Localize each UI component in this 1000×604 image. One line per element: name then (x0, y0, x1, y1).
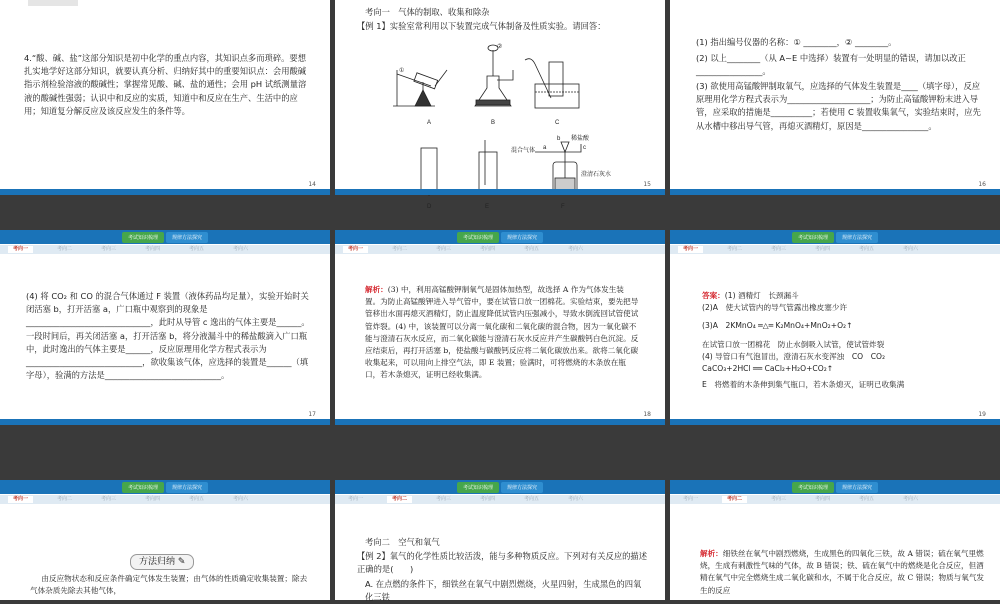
method-badge-label: 方法归纳 (139, 557, 176, 567)
tab-6[interactable]: 考向六 (568, 496, 584, 502)
label-n2: ② (497, 44, 503, 50)
tab-3[interactable]: 考向三 (771, 246, 787, 252)
bottom-bar (670, 419, 1000, 425)
analysis-body: 细铁丝在氧气中剧烈燃烧，生成黑色的四氧化三铁，故 A 错误；硫在氧气里燃烧，生成有刺激性气味的气体，故 B 错误；铁、硫在氧气中的燃烧是化合反应，但酒精在氧气中完全燃烧生成二氧化碳和水，不属于化合反应，故 C 错误；物质与氧气发生的反应 (700, 549, 985, 595)
example-text: 【例 2】氧气的化学性质比较活泼，能与多种物质反应。下列对有关反应的描述正确的是( ) (357, 551, 648, 575)
tab-1[interactable]: 考向一 (8, 496, 33, 503)
example-text: 【例 1】实验室常利用以下装置完成气体制备及性质实验。请回答： (357, 21, 606, 31)
answer-line-1: (1) 酒精灯 长颈漏斗 (724, 291, 799, 300)
tab-row (0, 495, 330, 504)
answer-line-4: 在试管口放一团棉花 防止水倒吸入试管，使试管炸裂 (702, 339, 885, 349)
tab-5[interactable]: 考向五 (859, 496, 875, 502)
bottom-bar (0, 189, 330, 195)
label-f: F (561, 204, 565, 210)
label-lime: 澄清石灰水 (581, 172, 612, 178)
label-hcl: 稀盐酸 (571, 136, 590, 142)
analysis-text (365, 284, 639, 382)
page-number: 14 (308, 181, 316, 188)
answer-line-3: (3)A 2KMnO₄ ═△═ K₂MnO₄+MnO₂+O₂↑ (702, 321, 853, 331)
tab-2[interactable]: 考向二 (392, 246, 408, 252)
slide-21[interactable] (335, 480, 665, 603)
label-va: a (543, 145, 547, 151)
tab-5[interactable]: 考向五 (524, 496, 540, 502)
slide-15[interactable] (335, 0, 665, 210)
tab-3[interactable]: 考向三 (101, 496, 117, 502)
apparatus-a (393, 70, 447, 106)
apparatus-e (479, 140, 497, 192)
tab-5[interactable]: 考向五 (189, 246, 205, 252)
tab-4[interactable]: 考向四 (815, 246, 831, 252)
tab-4[interactable]: 考向四 (145, 246, 161, 252)
tab-1[interactable]: 考向一 (8, 246, 33, 253)
tab-6[interactable]: 考向六 (233, 246, 249, 252)
tab-3[interactable]: 考向三 (436, 496, 452, 502)
slide-18[interactable] (335, 230, 665, 425)
slide-top-bar (335, 230, 665, 244)
question-1: (1) 指出编号仪器的名称：① ________，② ________。 (696, 37, 897, 47)
method-badge (130, 554, 194, 570)
apparatus-c (525, 59, 579, 108)
page-number: 16 (978, 181, 986, 188)
slide-top-bar (335, 480, 665, 494)
method-button[interactable]: 规律方法探究 (501, 482, 543, 493)
knowledge-button[interactable]: 考试知识梳理 (457, 482, 499, 493)
bottom-bar (335, 419, 665, 425)
tab-4[interactable]: 考向四 (815, 496, 831, 502)
slide-top-bar (670, 230, 1000, 244)
tab-row (670, 495, 1000, 504)
method-button[interactable]: 规律方法探究 (501, 232, 543, 243)
tab-4[interactable]: 考向四 (145, 496, 161, 502)
tab-row (0, 245, 330, 254)
apparatus-f (535, 142, 581, 192)
tab-3[interactable]: 考向三 (771, 496, 787, 502)
tab-4[interactable]: 考向四 (480, 246, 496, 252)
answer-line-6: CaCO₃+2HCl ══ CaCl₂+H₂O+CO₂↑ (702, 364, 834, 374)
tab-6[interactable]: 考向六 (903, 246, 919, 252)
question-4: (4) 将 CO₂ 和 CO 的混合气体通过 F 装置（液体药品均足量），实验开始时关闭活塞 b，打开活塞 a，广口瓶中观察到的现象是______________________________，此时从导管 c 逸出的气体主要是______。一段时间后，再关闭活塞 a，打开活塞 b，将分液漏斗中的稀盐酸滴入广口瓶中，此时逸出的气体主要是______，反应原理用化学方程式表示为____________________________，欲收集该气体，应选择的装置是______（填字母），验满的方法是____________________________。 (26, 291, 310, 381)
bottom-bar (335, 189, 665, 195)
slide-17[interactable] (0, 230, 330, 425)
knowledge-button[interactable]: 考试知识梳理 (457, 232, 499, 243)
answer-line-5: (4) 导管口有气泡冒出，澄清石灰水变浑浊 CO CO₂ (702, 351, 886, 361)
slide-top-bar (670, 480, 1000, 494)
answer-block (702, 290, 992, 391)
tab-6[interactable]: 考向六 (903, 496, 919, 502)
slide-14[interactable] (0, 0, 330, 195)
label-b: B (491, 120, 496, 126)
tab-5[interactable]: 考向五 (189, 496, 205, 502)
label-a: A (427, 120, 432, 126)
slide-19[interactable] (670, 230, 1000, 425)
knowledge-button[interactable]: 考试知识梳理 (122, 482, 164, 493)
method-button[interactable]: 规律方法探究 (166, 482, 208, 493)
apparatus-b (475, 45, 513, 106)
tab-2[interactable]: 考向二 (57, 496, 73, 502)
tab-2[interactable]: 考向二 (387, 496, 412, 503)
tab-3[interactable]: 考向三 (436, 246, 452, 252)
slide-top-bar (0, 230, 330, 244)
slide-20[interactable] (0, 480, 330, 600)
tab-2[interactable]: 考向二 (57, 246, 73, 252)
analysis-label: 解析： (365, 285, 388, 294)
tab-2[interactable]: 考向二 (727, 246, 743, 252)
knowledge-button[interactable]: 考试知识梳理 (792, 482, 834, 493)
knowledge-button[interactable]: 考试知识梳理 (122, 232, 164, 243)
section-heading: 考向二 空气和氧气 (365, 537, 440, 547)
analysis-label: 解析： (700, 549, 723, 558)
page-number: 15 (643, 181, 651, 188)
option-a[interactable]: A. 在点燃的条件下，细铁丝在氧气中剧烈燃烧，火星四射，生成黑色的四氧化三铁 (365, 579, 642, 603)
answer-line-2: (2)A 使大试管内的导气管露出橡皮塞少许 (702, 303, 848, 313)
label-c: C (555, 120, 560, 126)
answer-label: 答案： (702, 291, 725, 300)
tab-2[interactable]: 考向二 (722, 496, 747, 503)
knowledge-button[interactable]: 考试知识梳理 (792, 232, 834, 243)
tab-5[interactable]: 考向五 (859, 246, 875, 252)
label-mix: 混合气体 (511, 148, 536, 154)
tab-row (335, 495, 665, 504)
tab-3[interactable]: 考向三 (101, 246, 117, 252)
page-number: 17 (308, 411, 316, 418)
section-heading: 考向一 气体的制取、收集和除杂 (365, 7, 490, 17)
method-button[interactable]: 规律方法探究 (836, 482, 878, 493)
tab-row (670, 245, 1000, 254)
tab-1[interactable]: 考向一 (348, 496, 364, 502)
label-vb: b (557, 136, 561, 142)
method-button[interactable]: 规律方法探究 (836, 232, 878, 243)
label-e: E (485, 204, 490, 210)
method-button[interactable]: 规律方法探究 (166, 232, 208, 243)
tab-5[interactable]: 考向五 (524, 246, 540, 252)
tab-6[interactable]: 考向六 (233, 496, 249, 502)
bottom-bar (0, 419, 330, 425)
slide-top-bar (0, 480, 330, 494)
method-text: 由反应物状态和反应条件确定气体发生装置；由气体的性质确定收集装置；除去气体杂质先除去其他气体， (30, 574, 308, 596)
bottom-bar (670, 189, 1000, 195)
analysis-text (700, 548, 984, 597)
slide-16[interactable] (670, 0, 1000, 195)
question-3: (3) 欲使用高锰酸钾制取氧气，应选择的气体发生装置是____（填字母），反应原理用化学方程式表示为____________________；为防止高锰酸钾粉末进入导管，应采取的措施是__________；若使用 C 装置收集氧气，实验结束时，应先从水槽中移出导气管，再熄灭酒精灯，原因是________________。 (696, 81, 981, 131)
tab-1[interactable]: 考向一 (343, 246, 368, 253)
label-vc: c (583, 145, 586, 151)
tab-1[interactable]: 考向一 (678, 246, 703, 253)
tab-4[interactable]: 考向四 (480, 496, 496, 502)
answer-line-7: E 将燃着的木条伸到集气瓶口，若木条熄灭，证明已收集满 (702, 380, 905, 390)
page-number: 18 (643, 411, 651, 418)
question-2: (2) 以上________（从 A~E 中选择）装置有一处明显的错误，请加以改正________________。 (696, 53, 966, 77)
apparatus-diagram (335, 40, 665, 210)
slide-22[interactable] (670, 480, 1000, 600)
tab-1[interactable]: 考向一 (683, 496, 699, 502)
label-d: D (427, 204, 432, 210)
analysis-body: (3) 中，利用高锰酸钾制氧气是固体加热型，故选择 A 作为气体发生装置。为防止高锰酸钾进入导气管中，要在试管口放一团棉花。实验结束，要先把导管移出水面再熄灭酒精灯，防止温度降低试管内压强减小，导致水倒流回试管使试管炸裂。(4) 中，该装置可以分离一氧化碳和二氧化碳的混合物，因为一氧化碳不能与澄清石灰水反应，而二氧化碳能与澄清石灰水反应并产生碳酸钙白色沉淀。反应结束后，再打开活塞 b，使盐酸与碳酸钙反应将二氧化碳放出来。欲将二氧化碳收集起来，可以用向上排空气法，即 E 装置；验满时，可将燃烧的木条放在瓶口，若木条熄灭，证明已经收集满。 (365, 285, 639, 380)
page-number: 19 (978, 411, 986, 418)
top-thumb-strip (28, 0, 78, 6)
pencil-icon: ✎ (177, 557, 186, 567)
label-n1: ① (399, 68, 405, 74)
slide-body-text: 4.“酸、碱、盐”这部分知识是初中化学的重点内容，其知识点多而琐碎。要想扎实地学好这部分知识，就要认真分析、归纳好其中的重要知识点：会用酸碱指示剂检验溶液的酸碱性；掌握常见酸、碱、盐的通性；会用 pH 试纸测量溶液的酸碱性强弱；认识中和反应的实质，知道中和反应在生产、生活中的应用；知道复分解反应及该反应发生的条件等。 (24, 53, 307, 116)
tab-6[interactable]: 考向六 (568, 246, 584, 252)
tab-row (335, 245, 665, 254)
